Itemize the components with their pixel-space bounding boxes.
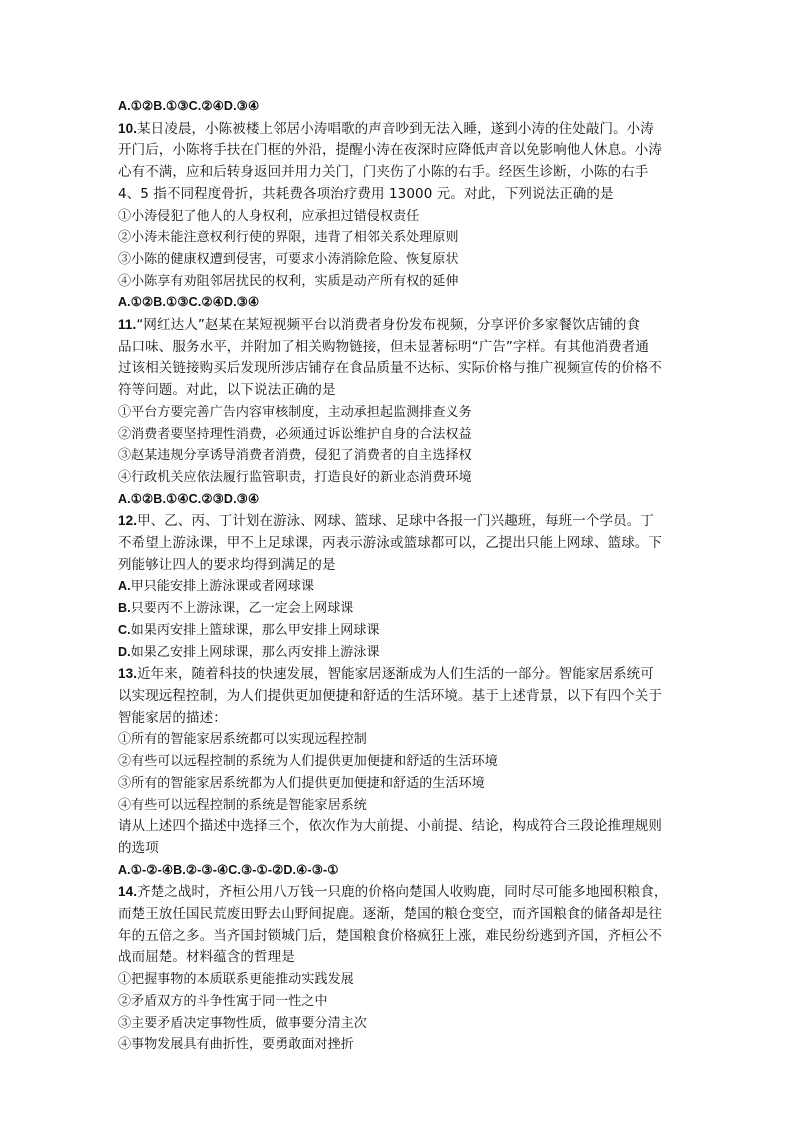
question-number: 12. <box>118 513 138 529</box>
question-stem-line: 以实现远程控制，为人们提供更加便捷和舒适的生活环境。基于上述背景，以下有四个关于 <box>118 687 662 704</box>
question-stem-line: 而楚王放任国民荒废田野去山野间捉鹿。逐渐，楚国的粮仓变空，而齐国粮食的储备却是往 <box>118 906 662 923</box>
statement-option: ①小涛侵犯了他人的人身权利，应承担过错侵权责任 <box>118 208 420 224</box>
question-stem-line: 近年来，随着科技的快速发展，智能家居逐渐成为人们生活的一部分。智能家居系统可 <box>137 666 654 683</box>
choice-option-b <box>118 598 684 620</box>
statement-option: ②有些可以远程控制的系统为人们提供更加便捷和舒适的生活环境 <box>118 754 498 770</box>
question-10 <box>118 118 684 314</box>
option-letter: D. <box>118 644 131 659</box>
question-stem-line: 品口味、服务水平，并附加了相关购物链接，但未显著标明“广告”字样。有其他消费者通 <box>118 338 649 355</box>
question-number: 13. <box>118 666 138 682</box>
statement-option: ②矛盾双方的斗争性寓于同一性之中 <box>118 993 328 1009</box>
statement-option: ④事物发展具有曲折性，要勇敢面对挫折 <box>118 1037 354 1053</box>
option-letter: A. <box>118 579 131 594</box>
statement-option: ④行政机关应依法履行监管职责，打造良好的新业态消费环境 <box>118 469 472 485</box>
statement-option: ①所有的智能家居系统都可以实现远程控制 <box>118 732 367 748</box>
previous-question-answer-choices: A.①②B.①③C.②④D.③④ <box>118 99 260 113</box>
statement-option: ②消费者要坚持理性消费，必须通过诉讼维护自身的合法权益 <box>118 426 472 442</box>
option-text: 只要丙不上游泳课，乙一定会上网球课 <box>130 601 354 617</box>
option-letter: C. <box>118 622 131 637</box>
statement-option: ②小涛未能注意权利行使的界限，违背了相邻关系处理原则 <box>118 230 459 246</box>
question-stem-line: 过该相关链接购买后发现所涉店铺存在食品质量不达标、实际价格与推广视频宣传的价格不 <box>118 360 662 377</box>
answer-choices: A.①②B.①③C.②④D.③④ <box>118 295 260 310</box>
statement-option: ①把握事物的本质联系更能推动实践发展 <box>118 972 354 988</box>
question-stem-line: 齐楚之战时，齐桓公用八万钱一只鹿的价格向楚国人收购鹿，同时尽可能多地囤积粮食， <box>137 884 668 901</box>
question-stem-line: “网红达人”赵某在某短视频平台以消费者身份发布视频，分享评价多家餐饮店铺的食 <box>136 317 641 334</box>
statement-option: ①平台方要完善广告内容审核制度，主动承担起监测排查义务 <box>118 404 472 420</box>
option-text: 甲只能安排上游泳课或者网球课 <box>130 579 315 595</box>
question-stem-line: 甲、乙、丙、丁计划在游泳、网球、篮球、足球中各报一门兴趣班，每班一个学员。丁 <box>137 513 654 530</box>
choice-option-a <box>118 576 684 598</box>
question-number: 14. <box>118 884 138 900</box>
option-text: 如果乙安排上网球课，那么丙安排上游泳课 <box>130 644 380 660</box>
question-number: 11. <box>118 317 137 333</box>
question-stem-line: 4、5 指不同程度骨折，共耗费各项治疗费用 13000 元。对此，下列说法正确的是 <box>118 185 614 202</box>
statement-option: ③小陈的健康权遭到侵害，可要求小涛消除危险、恢复原状 <box>118 251 459 267</box>
question-11 <box>118 314 684 510</box>
question-stem-line: 心有不满，应和后转身返回并用力关门，门夹伤了小陈的右手。经医生诊断，小陈的右手 <box>118 164 649 181</box>
question-stem-line: 年的五倍之多。当齐国封锁城门后，楚国粮食价格疯狂上涨，难民纷纷逃到齐国，齐桓公不 <box>118 927 662 944</box>
option-letter: B. <box>118 601 131 616</box>
choice-option-d <box>118 642 684 664</box>
answer-choices: A.①②B.①④C.②③D.③④ <box>118 491 260 506</box>
question-instruction-line: 请从上述四个描述中选择三个，依次作为大前提、小前提、结论，构成符合三段论推理规则 <box>118 818 662 835</box>
exam-page <box>118 96 684 1056</box>
question-14 <box>118 881 684 1056</box>
question-stem-line: 列能够让四人的要求均得到满足的是 <box>118 556 336 573</box>
statement-option: ③所有的智能家居系统都为人们提供更加便捷和舒适的生活环境 <box>118 775 485 791</box>
question-12 <box>118 510 684 663</box>
question-stem-line: 智能家居的描述： <box>118 709 227 726</box>
question-stem-line: 某日凌晨，小陈被楼上邻居小涛唱歌的声音吵到无法入睡，遂到小涛的住处敲门。小涛 <box>137 120 654 137</box>
answer-choices: A.①-②-④B.②-③-④C.③-①-②D.④-③-① <box>118 862 339 877</box>
statement-option: ③赵某违规分享诱导消费者消费，侵犯了消费者的自主选择权 <box>118 448 472 464</box>
question-stem-line: 开门后，小陈将手扶在门框的外沿，提醒小涛在夜深时应降低声音以免影响他人休息。小涛 <box>118 142 662 159</box>
question-instruction-line: 的选项 <box>118 839 159 856</box>
question-number: 10. <box>118 120 138 136</box>
question-stem-line: 不希望上游泳课，甲不上足球课，丙表示游泳或篮球都可以，乙提出只能上网球、篮球。下 <box>118 535 662 552</box>
question-stem-line: 符等问题。对此，以下说法正确的是 <box>118 382 336 399</box>
statement-option: ③主要矛盾决定事物性质，做事要分清主次 <box>118 1015 367 1031</box>
choice-option-c <box>118 620 684 642</box>
question-stem-line: 战而屈楚。材料蕴含的哲理是 <box>118 949 295 966</box>
option-text: 如果丙安排上篮球课，那么甲安排上网球课 <box>130 622 380 638</box>
statement-option: ④有些可以远程控制的系统是智能家居系统 <box>118 797 367 813</box>
question-13 <box>118 663 684 881</box>
statement-option: ④小陈享有劝阻邻居扰民的权利，实质是动产所有权的延伸 <box>118 273 459 289</box>
